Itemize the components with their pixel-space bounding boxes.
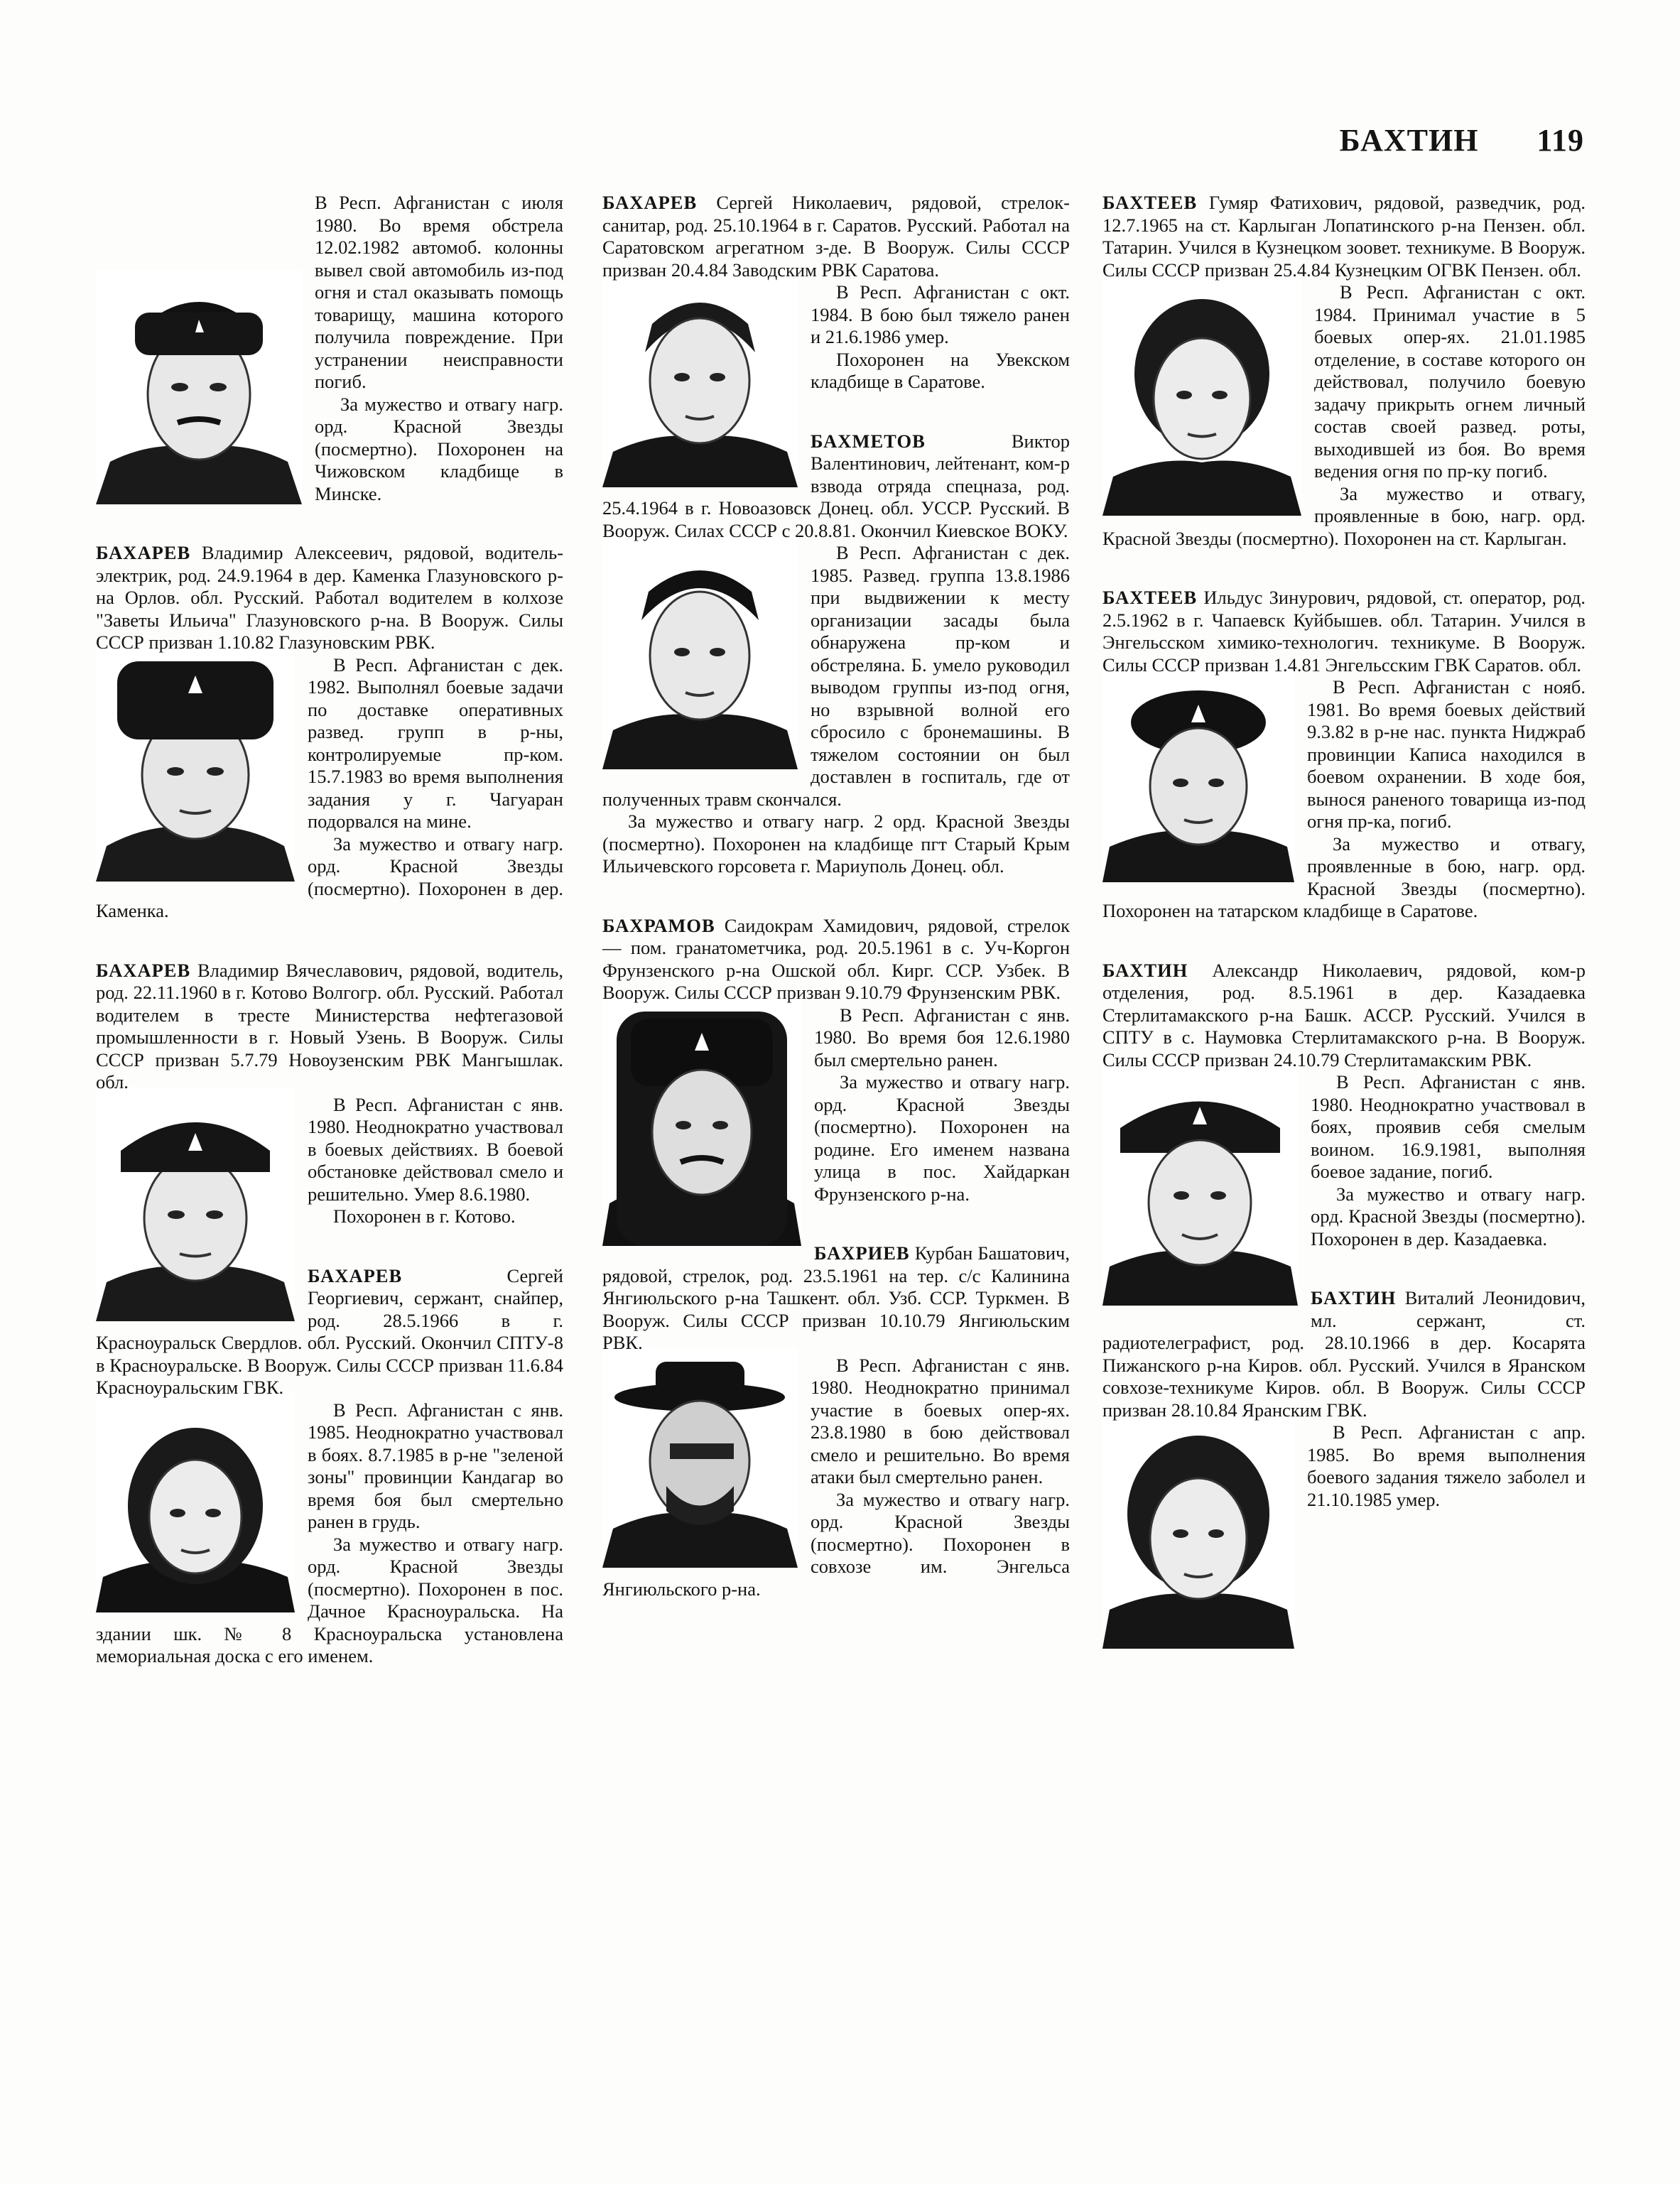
entry-intro: Владимир Вячеславович, рядовой, водитель, род. 22.11.1960 в г. Котово Волгогр. обл. Русский. Работал водителем в тресте Министерства нефтегазовой промышленности в г. Новый Узень. В Вооруж. Силы СССР призван 5.7.79 Новоузенским РВК Мангышлак. обл.: [96, 959, 563, 1092]
portrait-photo: [1102, 1064, 1298, 1306]
entry-text: За мужество и отвагу, проявленные в бою, нагр. орд. Красной Звезды (посмертно). Похоронен на татарском кладбище в Саратове.: [1102, 833, 1586, 921]
biography-entry: [1102, 960, 1586, 1251]
entry-text: В Респ. Афганистан с янв. 1980. Во время боя 12.6.1980 был смертельно ранен.: [814, 1004, 1070, 1070]
biography-entry: [602, 192, 1070, 394]
entry-intro: Сергей Николаевич, рядовой, стрелок-санитар, род. 25.10.1964 в г. Саратов. Русский. Работал на Саратовском агрегатном з-де. В Вооруж. Силы СССР призван 20.4.84 Заводским РВК Саратова.: [602, 192, 1070, 281]
entry-intro: Виталий Леонидович, мл. сержант, ст. радиотелеграфист, род. 28.10.1966 в дер. Косарята Пижанского р-на Киров. обл. Русский. Учился в Яранском совхозе-техникуме Киров. обл. В Вооруж. Силы СССР призван 28.10.84 Яранским ГВК.: [1102, 1287, 1586, 1421]
entry-surname: БАХРИЕВ: [814, 1242, 910, 1264]
portrait-photo: [1102, 274, 1301, 516]
entry-text: Похоронен на Увекском кладбище в Саратове.: [811, 348, 1070, 392]
entry-surname: БАХАРЕВ: [96, 959, 191, 981]
biography-entry: [602, 1242, 1070, 1600]
biography-entry: [1102, 1287, 1586, 1511]
entry-intro: Сергей Георгиевич, сержант, снайпер, род. 28.5.1966 в г. Красноуральск Свердлов. обл. Русский. Окончил СПТУ-8 в Красноуральске. В Вооруж. Силы СССР призван 11.6.84 Красноуральским ГВК.: [96, 1264, 563, 1398]
entry-text: В Респ. Афганистан с дек. 1982. Выполнял боевые задачи по доставке оперативных развед. групп в р-ны, контролируемые пр-ком. 15.7.1983 во время выполнения задания у г. Чагуаран подорвался на мине.: [308, 654, 563, 832]
biography-entry: [602, 915, 1070, 1206]
entry-text: В Респ. Афганистан с янв. 1980. Неоднократно участвовал в боевых действиях. В боевой обстановке действовал смело и решительно. Умер 8.6.1980.: [308, 1093, 563, 1205]
entry-text: За мужество и отвагу нагр. орд. Красной Звезды (посмертно). Похоронен на родине. Его именем названа улица в пос. Хайдаркан Фрунзенского р-на.: [814, 1071, 1070, 1205]
entry-surname: БАХТИН: [1102, 959, 1188, 981]
entry-text: В Респ. Афганистан с янв. 1985. Неоднократно участвовал в боях. 8.7.1985 в р-не "зеленой зоны" провинции Кандагар во время боя был смертельно ранен в грудь.: [308, 1399, 563, 1532]
entry-text: За мужество и отвагу нагр. орд. Красной Звезды (посмертно). Похоронен в дер. Казадаевка.: [1311, 1183, 1586, 1249]
portrait-photo: [96, 1392, 295, 1612]
biography-entry: [1102, 192, 1586, 550]
portrait-photo: [96, 270, 302, 504]
portrait-photo: [602, 274, 798, 487]
biography-entry: [96, 542, 563, 923]
entry-intro: Саидокрам Хамидович, рядовой, стрелок — пом. гранатометчика, род. 20.5.1961 в с. Уч-Коргон Фрунзенского р-на Ошской обл. Кирг. ССР. Узбек. В Вооруж. Силы СССР призван 9.10.79 Фрунзенским РВК.: [602, 914, 1070, 1003]
entry-text: За мужество и отвагу нагр. 2 орд. Красной Звезды (посмертно). Похоронен на кладбище пгт Старый Крым Ильичевского горсовета г. Мариуполь Донец. обл.: [602, 810, 1070, 877]
entry-intro: Ильдус Зинурович, рядовой, ст. оператор, род. 2.5.1962 в г. Чапаевск Куйбышев. обл. Татарин. Учился в Энгельсском химико-технологич. техникуме. В Вооруж. Силы СССР призван 1.4.81 Энгельсским ГВК Саратов. обл.: [1102, 587, 1586, 676]
entry-surname: БАХТИН: [1311, 1287, 1397, 1308]
column-right: [1102, 192, 1586, 1654]
entry-intro: Виктор Валентинович, лейтенант, ком-р взвода отряда спецназа, род. 25.4.1964 в г. Новоазовск Донец. обл. УССР. Русский. В Вооруж. Силах СССР с 20.8.81. Окончил Киевское ВОКУ.: [602, 430, 1070, 541]
entry-surname: БАХТЕЕВ: [1102, 192, 1198, 213]
entry-text: За мужество и отвагу нагр. орд. Красной Звезды (посмертно). Похоронен на Чижовском кладбище в Минске.: [315, 393, 563, 504]
portrait-photo: [602, 1348, 798, 1568]
biography-entry: [96, 960, 563, 1228]
entry-surname: БАХАРЕВ: [308, 1264, 403, 1286]
page-header: [99, 122, 1584, 165]
biography-entry: [96, 1265, 563, 1668]
entry-intro: Александр Николаевич, рядовой, ком-р отделения, род. 8.5.1961 в дер. Казадаевка Стерлитамакского р-на Башк. АССР. Русский. Учился в СПТУ в с. Наумовка Стерлитамакского р-на. В Вооруж. Силы СССР призван 24.10.79 Стерлитамакским РВК.: [1102, 959, 1586, 1070]
portrait-photo: [96, 1087, 295, 1321]
entry-intro: Гумяр Фатихович, рядовой, разведчик, род. 12.7.1965 на ст. Карлыган Лопатинского р-на Пензен. обл. Татарин. Учился в Кузнецком зоовет. техникуме. В Вооруж. Силы СССР призван 25.4.84 Кузнецким ОГВК Пензен. обл.: [1102, 192, 1586, 281]
entry-text: В Респ. Афганистан с апр. 1985. Во время выполнения боевого задания тяжело заболел и 21.10.1985 умер.: [1307, 1421, 1586, 1510]
entry-text: За мужество и отвагу, проявленные в бою, нагр. орд. Красной Звезды (посмертно). Похоронен на ст. Карлыган.: [1102, 482, 1586, 549]
entry-text: В Респ. Афганистан с янв. 1980. Неоднократно участвовал в боях, проявив себя смелым воином. 16.9.1981, выполняя боевое задание, погиб.: [1311, 1071, 1586, 1182]
portrait-photo: [602, 535, 798, 769]
running-head: БАХТИН: [1339, 123, 1479, 158]
entry-surname: БАХМЕТОВ: [811, 430, 926, 452]
entry-text: За мужество и отвагу нагр. орд. Красной Звезды (посмертно). Похоронен в пос. Дачное Красноуральска. На здании шк. № 8 Красноуральска установлена мемориальная доска с его именем.: [96, 1533, 563, 1666]
biography-entry: [602, 430, 1070, 878]
entry-text: В Респ. Афганистан с янв. 1980. Неоднократно принимал участие в боевых опер-ях. 23.8.1980 в бою действовал смело и решительно. Во время атаки был смертельно ранен.: [811, 1354, 1070, 1487]
entry-continuation: [96, 192, 563, 505]
entry-surname: БАХТЕЕВ: [1102, 587, 1198, 608]
entry-surname: БАХАРЕВ: [602, 192, 698, 213]
portrait-photo: [1102, 1414, 1294, 1649]
entry-intro: Курбан Башатович, рядовой, стрелок, род. 23.5.1961 на тер. с/с Калинина Янгиюльского р-на Ташкент. обл. Узб. ССР. Туркмен. В Вооруж. Силы СССР призван 10.10.79 Янгиюльским РВК.: [602, 1242, 1070, 1353]
portrait-photo: [602, 997, 801, 1246]
entry-text: В Респ. Афганистан с окт. 1984. Принимал участие в 5 боевых опер-ях. 21.01.1985 отделение, в составе которого он действовал, получило боевую задачу прикрыть огнем личный состав своей развед. роты, выходившей из боя. Во время ведения огня по пр-ку погиб.: [1314, 281, 1586, 482]
entry-text: В Респ. Афганистан с нояб. 1981. Во время боевых действий 9.3.82 в р-не нас. пункта Ниджраб провинции Каписа находился в боевом охранении. В ходе боя, вынося раненого товарища из-под огня пр-ка, погиб.: [1307, 676, 1586, 832]
portrait-photo: [96, 647, 295, 882]
entry-text: За мужество и отвагу нагр. орд. Красной Звезды (посмертно). Похоронен в дер. Каменка.: [96, 833, 563, 921]
entry-text: В Респ. Афганистан с окт. 1984. В бою был тяжело ранен и 21.6.1986 умер.: [811, 281, 1070, 347]
entry-text: За мужество и отвагу нагр. орд. Красной Звезды (посмертно). Похоронен в совхозе им. Энгельса Янгиюльского р-на.: [602, 1488, 1070, 1600]
entry-surname: БАХРАМОВ: [602, 914, 715, 936]
entry-intro: Владимир Алексеевич, рядовой, водитель-электрик, род. 24.9.1964 в дер. Каменка Глазуновского р-на Орлов. обл. Русский. Работал водителем в колхозе "Заветы Ильича" Глазуновского р-на. В Вооруж. Силы СССР призван 1.10.82 Глазуновским РВК.: [96, 542, 563, 653]
entry-text: В Респ. Афганистан с дек. 1985. Развед. группа 13.8.1986 при выдвижении к месту организации засады была обнаружена пр-ком и обстреляна. Б. умело руководил выводом группы из-под огня, но взрывной волной его сбросило с бронемашины. В тяжелом состоянии он был доставлен в госпиталь, где от полученных травм скончался.: [602, 542, 1070, 810]
column-middle: [602, 192, 1070, 1637]
portrait-photo: [1102, 669, 1294, 882]
entry-text: В Респ. Афганистан с июля 1980. Во время обстрела 12.02.1982 автомоб. колонны вывел свой автомобиль из-под огня и стал оказывать помощь товарищу, машина которого получила повреждение. При устранении неисправности погиб.: [315, 192, 563, 392]
entry-surname: БАХАРЕВ: [96, 542, 191, 563]
page-number: 119: [1537, 123, 1584, 158]
entry-text: Похоронен в г. Котово.: [333, 1205, 516, 1227]
biography-entry: [1102, 587, 1586, 923]
column-left: [96, 192, 563, 1705]
